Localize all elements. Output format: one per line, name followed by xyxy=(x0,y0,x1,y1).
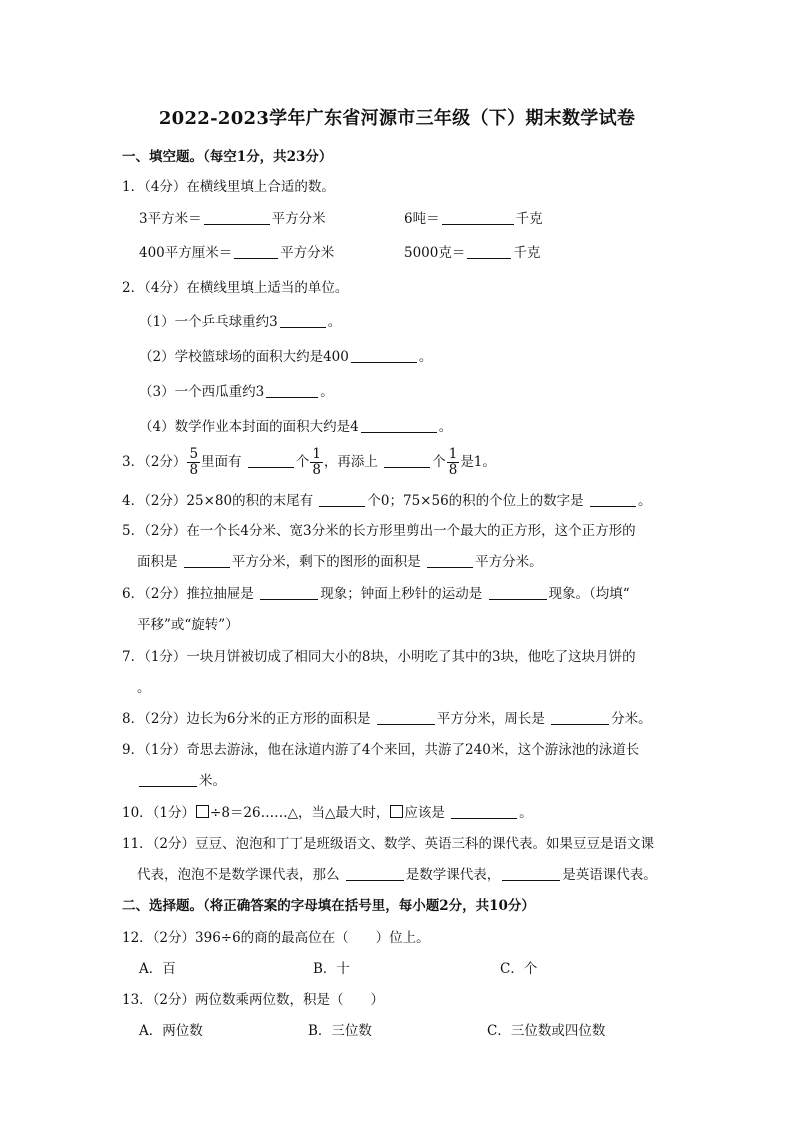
q3-text: ，再添上 xyxy=(323,454,378,470)
period: 。 xyxy=(327,314,342,330)
question-9-line-1: 9．（1分）奇思去游泳，他在泳道内游了4个来回，共游了240米，这个游泳池的泳道长 xyxy=(122,742,640,758)
question-12-stem: 12．（2分）396÷6的商的最高位在（ ）位上。 xyxy=(122,930,430,946)
question-12-option-c[interactable]: C．个 xyxy=(500,961,538,977)
q2-part-4-text: （4）数学作业本封面的面积大约是4 xyxy=(139,419,359,435)
q3-text: 个 xyxy=(432,454,446,470)
q10-text: 10．（1分） xyxy=(122,805,196,821)
question-1-item-d xyxy=(404,243,540,263)
q6-text: 6．（2分）推拉抽屉是 xyxy=(122,586,254,602)
answer-blank[interactable] xyxy=(489,585,547,600)
fraction-denominator: 8 xyxy=(448,462,458,478)
q4-text: 。 xyxy=(637,493,652,509)
square-box-icon xyxy=(390,805,403,818)
period: 。 xyxy=(418,349,433,365)
question-2-part-2 xyxy=(139,347,432,367)
q1b-suffix: 千克 xyxy=(515,211,543,227)
q1d-suffix: 千克 xyxy=(513,245,541,261)
q5-text: 平方分米。 xyxy=(475,554,543,570)
q1c-suffix: 平方分米 xyxy=(280,245,335,261)
q2-part-2-text: （2）学校篮球场的面积大约是400 xyxy=(139,349,349,365)
answer-blank[interactable] xyxy=(467,244,511,259)
answer-blank[interactable] xyxy=(346,866,404,881)
page-title: 2022-2023学年广东省河源市三年级（下）期末数学试卷 xyxy=(158,108,636,129)
answer-blank[interactable] xyxy=(384,453,430,468)
answer-blank[interactable] xyxy=(361,418,437,433)
q1b-prefix: 6吨＝ xyxy=(404,211,440,227)
answer-blank[interactable] xyxy=(139,772,197,787)
question-13-option-b[interactable]: B．三位数 xyxy=(308,1023,372,1039)
q10-text: 。 xyxy=(519,805,533,821)
q6-text: 现象。（均填“ xyxy=(548,586,630,602)
question-10 xyxy=(122,803,533,823)
question-8 xyxy=(122,709,652,729)
question-5-line-1: 5．（2分）在一个长4分米、宽3分米的长方形里剪出一个最大的正方形，这个正方形的 xyxy=(122,523,636,539)
period: 。 xyxy=(438,419,453,435)
q3-text: 个 xyxy=(295,454,310,470)
answer-blank[interactable] xyxy=(234,244,278,259)
q1d-prefix: 5000克＝ xyxy=(404,245,466,261)
answer-blank[interactable] xyxy=(204,210,270,225)
q1c-prefix: 400平方厘米＝ xyxy=(139,245,233,261)
question-4 xyxy=(122,491,651,511)
question-2-stem: 2．（4分）在横线里填上适当的单位。 xyxy=(122,280,349,296)
question-9-line-2 xyxy=(137,771,226,791)
answer-blank[interactable] xyxy=(427,553,473,568)
square-box-icon xyxy=(196,805,209,818)
question-5-line-2 xyxy=(137,552,543,572)
section-heading-multiple-choice: 二、选择题。（将正确答案的字母填在括号里，每小题2分，共10分） xyxy=(122,898,535,914)
fraction-5-8 xyxy=(187,447,200,478)
question-13-stem: 13．（2分）两位数乘两位数，积是（ ） xyxy=(122,992,385,1008)
question-2-part-3 xyxy=(139,382,334,402)
question-1-stem: 1．（4分）在横线里填上合适的数。 xyxy=(122,179,335,195)
answer-blank[interactable] xyxy=(184,553,230,568)
question-12-option-a[interactable]: A．百 xyxy=(139,961,176,977)
q4-text: 个0；75×56的积的个位上的数字是 xyxy=(367,493,584,509)
question-11-line-1: 11．（2分）豆豆、泡泡和丁丁是班级语文、数学、英语三科的课代表。如果豆豆是语文课 xyxy=(122,836,655,852)
answer-blank[interactable] xyxy=(266,383,318,398)
fraction-denominator: 8 xyxy=(189,462,199,478)
question-11-line-2 xyxy=(137,865,657,885)
q10-text: 应该是 xyxy=(404,805,445,821)
q9-text: 米。 xyxy=(199,773,226,789)
question-1-item-b xyxy=(404,209,543,229)
question-12-option-b[interactable]: B．十 xyxy=(313,961,350,977)
q8-text: 8．（2分）边长为6分米的正方形的面积是 xyxy=(122,711,371,727)
q11-text: 是数学课代表， xyxy=(405,867,501,883)
fraction-numerator: 1 xyxy=(312,446,321,462)
answer-blank[interactable] xyxy=(551,710,609,725)
q5-text: 平方分米，剩下的图形的面积是 xyxy=(231,554,421,570)
fraction-1-8 xyxy=(447,447,460,478)
q8-text: 平方分米，周长是 xyxy=(436,711,545,727)
q1a-prefix: 3平方米＝ xyxy=(139,211,202,227)
fraction-1-8 xyxy=(310,447,323,478)
q5-text: 面积是 xyxy=(137,554,178,570)
question-6-line-1 xyxy=(122,584,630,604)
question-7-line-2: 。 xyxy=(137,680,151,696)
q11-text: 代表，泡泡不是数学课代表，那么 xyxy=(137,867,340,883)
answer-blank[interactable] xyxy=(260,585,318,600)
fraction-denominator: 8 xyxy=(312,462,321,478)
q3-text: 是1。 xyxy=(460,454,496,470)
q3-prefix: 3．（2分） xyxy=(122,454,187,470)
question-2-part-1 xyxy=(139,312,341,332)
answer-blank[interactable] xyxy=(451,804,517,819)
question-6-line-2: 平移”或“旋转”） xyxy=(137,617,239,633)
q1a-suffix: 平方分米 xyxy=(271,211,326,227)
q2-part-3-text: （3）一个西瓜重约3 xyxy=(139,384,265,400)
fraction-numerator: 1 xyxy=(448,446,458,462)
question-1-item-a xyxy=(139,209,326,229)
answer-blank[interactable] xyxy=(377,710,435,725)
answer-blank[interactable] xyxy=(280,313,326,328)
q10-text: ÷8＝26……△，当△最大时， xyxy=(210,805,390,821)
q11-text: 是英语课代表。 xyxy=(562,867,657,883)
question-13-option-c[interactable]: C．三位数或四位数 xyxy=(487,1023,606,1039)
q2-part-1-text: （1）一个乒乓球重约3 xyxy=(139,314,278,330)
question-3 xyxy=(122,446,496,478)
answer-blank[interactable] xyxy=(590,492,636,507)
q6-text: 现象；钟面上秒针的运动是 xyxy=(320,586,483,602)
question-2-part-4 xyxy=(139,417,452,437)
q4-text: 4．（2分）25×80的积的末尾有 xyxy=(122,493,314,509)
fraction-numerator: 5 xyxy=(189,446,199,462)
period: 。 xyxy=(320,384,334,400)
answer-blank[interactable] xyxy=(319,492,365,507)
question-13-option-a[interactable]: A．两位数 xyxy=(139,1023,203,1039)
q3-text: 里面有 xyxy=(201,454,242,470)
question-1-item-c xyxy=(139,243,334,263)
answer-blank[interactable] xyxy=(442,210,514,225)
answer-blank[interactable] xyxy=(502,866,560,881)
section-heading-fill-in: 一、填空题。（每空1分，共23分） xyxy=(122,149,333,165)
question-7-line-1: 7．（1分）一块月饼被切成了相同大小的8块，小明吃了其中的3块，他吃了这块月饼的 xyxy=(122,649,636,665)
answer-blank[interactable] xyxy=(248,453,294,468)
answer-blank[interactable] xyxy=(351,348,417,363)
q8-text: 分米。 xyxy=(611,711,652,727)
